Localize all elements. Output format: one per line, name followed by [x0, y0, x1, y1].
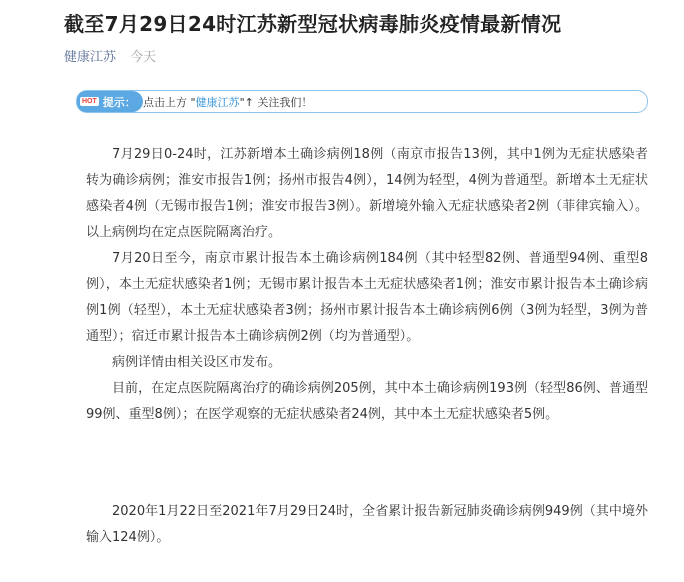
banner-tag-label: 提示： [102, 95, 136, 109]
article-title: 截至7月29日24时江苏新型冠状病毒肺炎疫情最新情况 [64, 12, 562, 36]
article-body-2 [86, 499, 648, 551]
publish-date: 今天 [130, 50, 157, 65]
banner-account-link[interactable]: 健康江苏 [195, 96, 240, 109]
paragraph: 7月29日0-24时，江苏新增本土确诊病例18例（南京市报告13例，其中1例为无症状感染者转为确诊病例；淮安市报告1例；扬州市报告4例），14例为轻型，4例为普通型。新增本土无症状感染者4例（无锡市报告1例；淮安市报告3例）。新增境外输入无症状感染者2例（菲律宾输入）。以上病例均在定点医院隔离治疗。 [86, 147, 648, 240]
article-body-1 [86, 142, 648, 428]
banner-tag [77, 91, 143, 112]
paragraph: 2020年1月22日至2021年7月29日24时，全省累计报告新冠肺炎确诊病例949例（其中境外输入124例）。 [86, 504, 648, 545]
article-meta [64, 46, 156, 65]
paragraph: 病例详情由相关设区市发布。 [112, 355, 282, 370]
author-link[interactable]: 健康江苏 [64, 50, 117, 65]
banner-text-after: "↑ 关注我们！ [239, 96, 313, 109]
paragraph: 目前，在定点医院隔离治疗的确诊病例205例，其中本土确诊病例193例（轻型86例、普通型99例、重型8例）；在医学观察的无症状感染者24例，其中本土无症状感染者5例。 [86, 381, 648, 422]
banner-text-before: 点击上方 " [143, 96, 196, 109]
hot-icon: HOT [82, 98, 97, 105]
follow-banner[interactable] [76, 90, 648, 113]
banner-text [143, 94, 312, 110]
paragraph: 7月20日至今，南京市累计报告本土确诊病例184例（其中轻型82例、普通型94例、重型8例），本土无症状感染者1例；无锡市累计报告本土无症状感染者1例；淮安市累计报告本土确诊病例1例（轻型），本土无症状感染者3例；扬州市累计报告本土确诊病例6例（3例为轻型，3例为普通型）；宿迁市累计报告本土确诊病例2例（均为普通型）。 [86, 251, 648, 344]
